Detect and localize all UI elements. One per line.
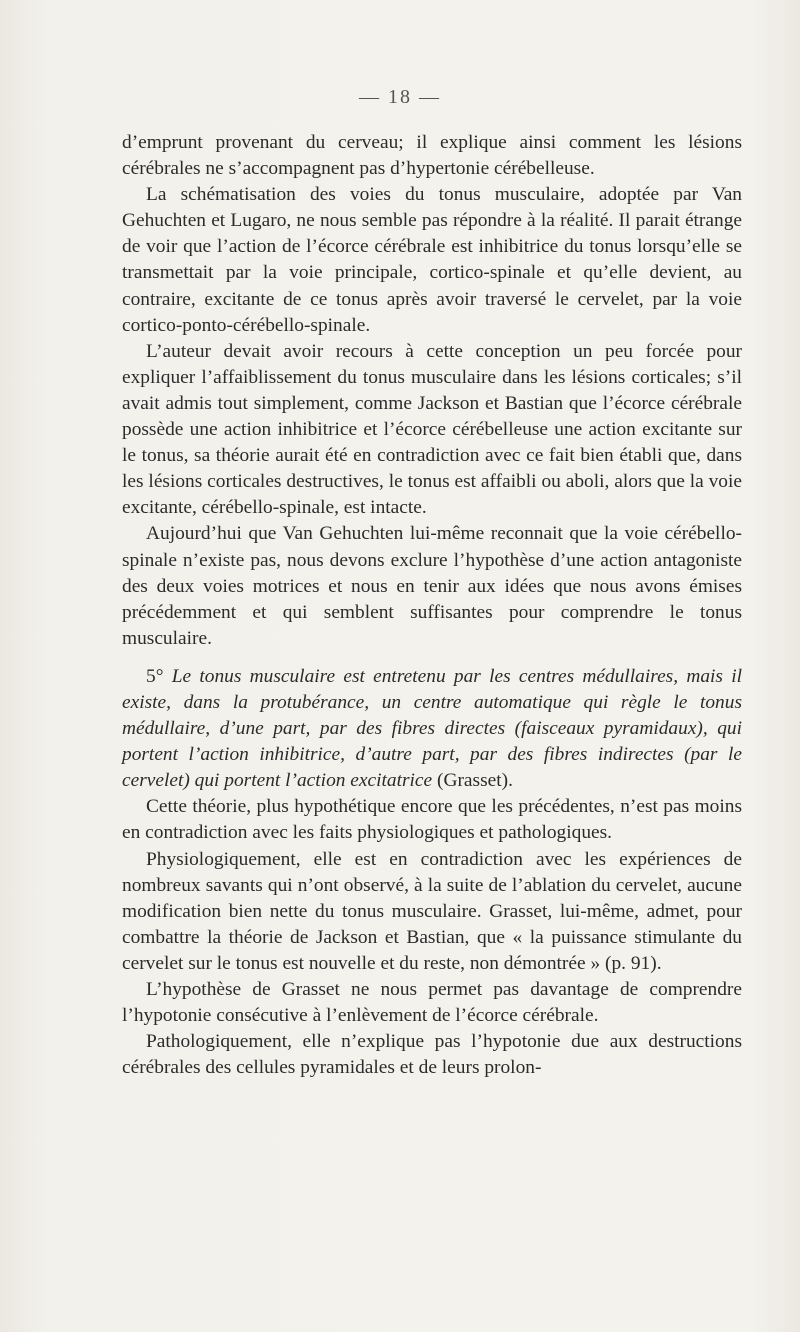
- paragraph: Cette théorie, plus hypothétique encore que les précédentes, n’est pas moins en contradiction avec les faits physiologiques et pathologiques.: [122, 796, 742, 844]
- paragraph: La schématisation des voies du tonus musculaire, adoptée par Van Gehuchten et Lugaro, ne nous semble pas répondre à la réalité. Il parait étrange de voir que l’action de l’écorce cérébrale est inhibitrice du tonus lorsqu’elle se transmettait par la voie principale, cortico-spinale et qu’elle devient, au contraire, excitante de ce tonus après avoir traversé le cervelet, par la voie cortico-ponto-cérébello-spinale.: [122, 184, 742, 336]
- paragraph: Pathologiquement, elle n’explique pas l’hypotonie due aux destructions cérébrales des cellules pyramidales et de leurs prolon-: [122, 1031, 742, 1079]
- paragraph: d’emprunt provenant du cerveau; il explique ainsi comment les lésions cérébrales ne s’accompagnent pas d’hypertonie cérébelleuse.: [122, 132, 742, 180]
- section-thesis: Le tonus musculaire est entretenu par les centres médullaires, mais il existe, dans la protubérance, un centre automatique qui règle le tonus médullaire, d’une part, par des fibres directes (faisceaux pyramidaux), qui portent l’action inhibitrice, d’autre part, par des fibres indirectes (par le cervelet) qui portent l’action excitatrice: [122, 665, 742, 792]
- paragraph: L’hypothèse de Grasset ne nous permet pas davantage de comprendre l’hypotonie consécutive à l’enlèvement de l’écorce cérébrale.: [122, 979, 742, 1027]
- section-attribution: (Grasset).: [437, 770, 513, 792]
- page-number: — 18 —: [359, 86, 441, 108]
- section-heading: [122, 664, 742, 794]
- paragraph: Aujourd’hui que Van Gehuchten lui-même reconnait que la voie cérébello-spinale n’existe pas, nous devons exclure l’hypothèse d’une action antagoniste des deux voies motrices et nous en tenir aux idées que nous avons émises précédemment et qui semblent suffisantes pour comprendre le tonus musculaire.: [122, 523, 742, 649]
- section-number: 5°: [146, 665, 164, 687]
- paragraph: L’auteur devait avoir recours à cette conception un peu forcée pour expliquer l’affaiblissement du tonus musculaire dans les lésions corticales; s’il avait admis tout simplement, comme Jackson et Bastian que l’écorce cérébrale possède une action inhibitrice et l’écorce cérébelleuse une action excitante sur le tonus, sa théorie aurait été en contradiction avec ce fait bien établi que, dans les lésions corticales destructives, le tonus est affaibli ou aboli, alors que la voie excitante, cérébello-spinale, est intacte.: [122, 340, 742, 519]
- body-text: [122, 130, 742, 1081]
- paragraph: Physiologiquement, elle est en contradiction avec les expériences de nombreux savants qui n’ont observé, à la suite de l’ablation du cervelet, aucune modification bien nette du tonus musculaire. Grasset, lui-même, admet, pour combattre la théorie de Jackson et Bastian, que « la puissance stimulante du cervelet sur le tonus est nouvelle et du reste, non démontrée » (p. 91).: [122, 848, 742, 974]
